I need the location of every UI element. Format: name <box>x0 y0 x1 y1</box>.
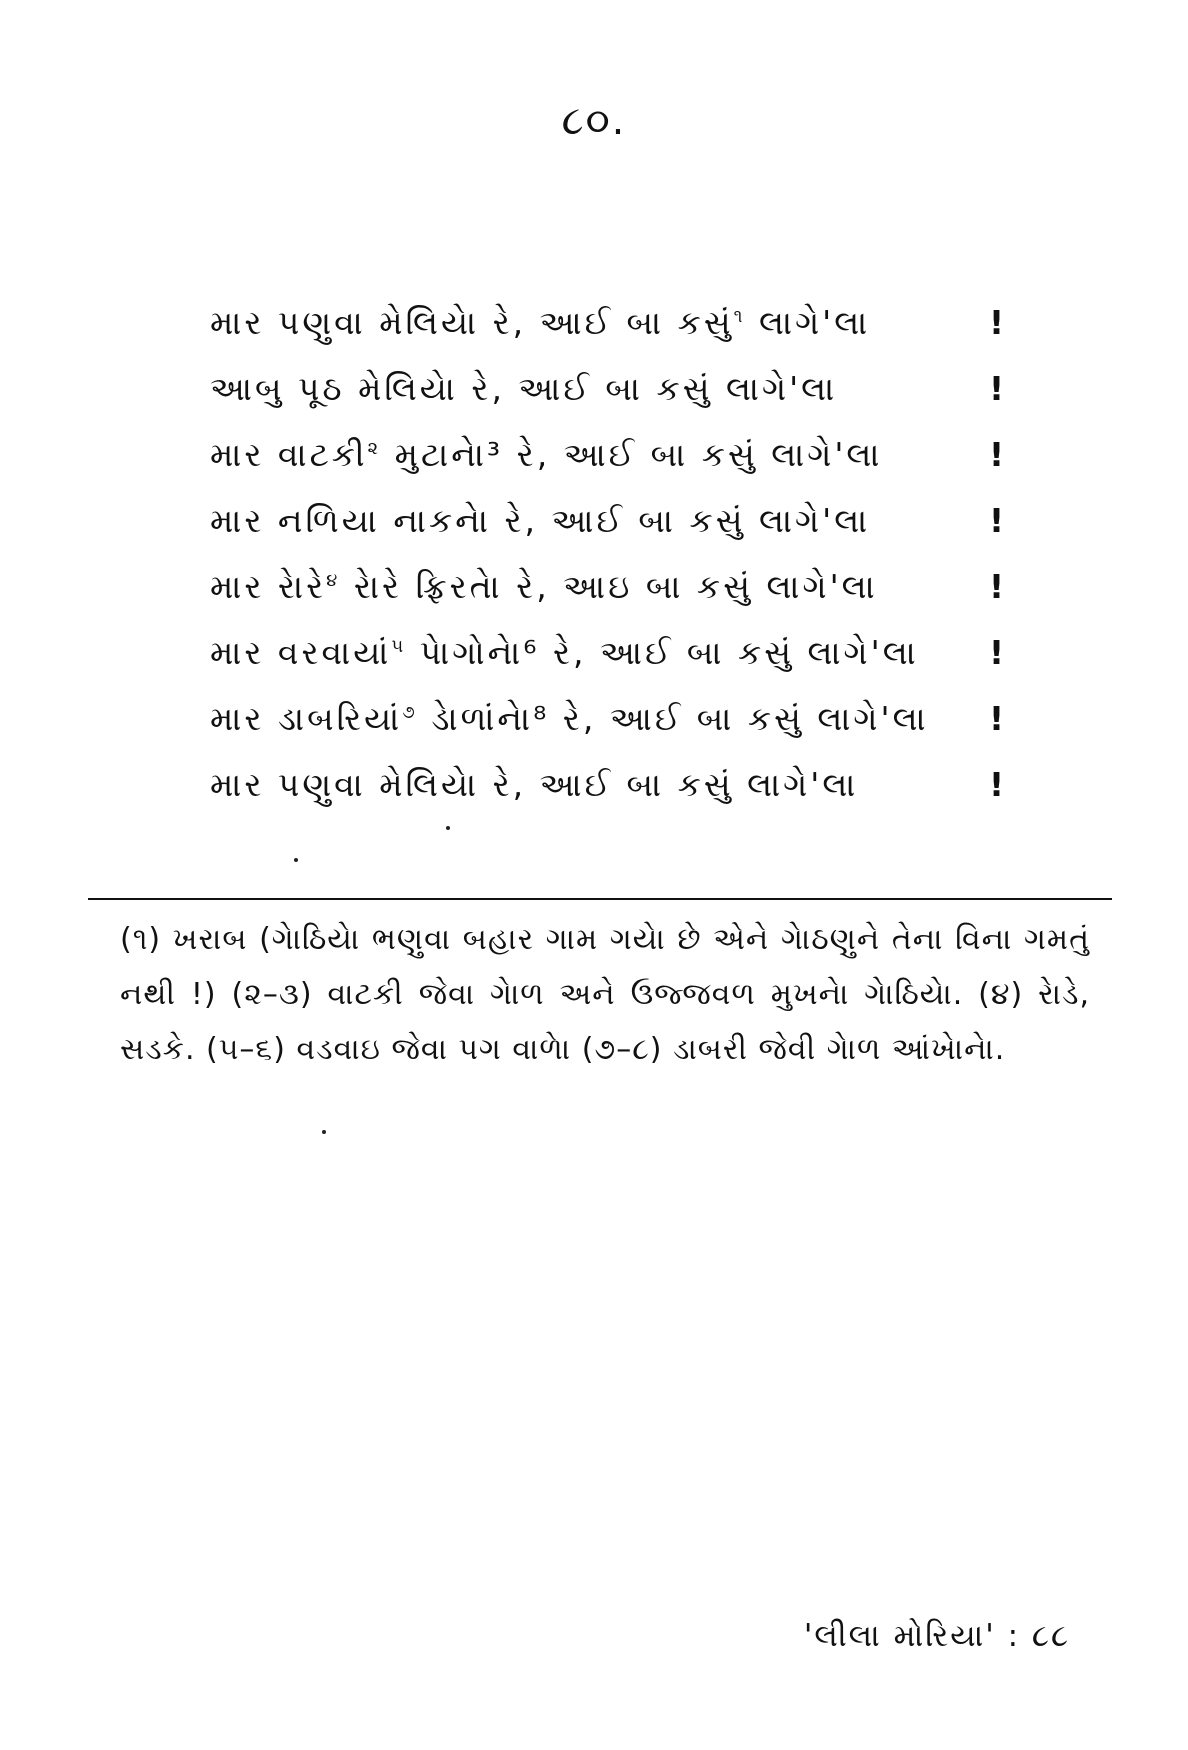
poem-line-tail: રેારે ફ્રિરતેા રે, આઇ બા કસું લાગે'લા <box>340 567 878 606</box>
poem-line <box>210 686 1010 752</box>
poem <box>210 290 1010 818</box>
footnote-marker: ૨ <box>367 438 382 459</box>
footer-credit: 'લીલા મોરિયા' : ૮૮ <box>803 1618 1070 1654</box>
footnote-text: (૧) ખરાબ (ગેાઠિયેા ભણુવા બહાર ગામ ગયેા છે એને ગેાઠણુને તેના વિના ગમતું નથી !) (૨–૩) વાટકી જેવા ગેાળ અને ઉજ્જવળ મુખનેા ગેાઠિયેા. (૪) રેાડે, સડકે. (૫–૬) વડવાઇ જેવા પગ વાળેા (૭–૮) ડાબરી જેવી ગેાળ આંખેાનેા. <box>120 922 1090 1067</box>
stray-dot <box>294 858 298 862</box>
poem-line-tail: લાગે'લા <box>745 303 871 342</box>
footnote-marker: ૫ <box>391 636 407 657</box>
poem-line-tail: ડેાળાંનેા⁸ રે, આઈ બા કસું લાગે'લા <box>417 699 929 738</box>
poem-line-text: માર રેારે <box>210 567 327 606</box>
poem-line <box>210 620 1010 686</box>
poem-line <box>210 554 1010 620</box>
poem-line <box>210 422 1010 488</box>
footnote-marker: ૧ <box>733 306 746 327</box>
poem-line <box>210 488 1010 554</box>
poem-line-text: માર નળિયા નાકનેા રે, આઈ બા કસું લાગે'લા <box>210 501 871 540</box>
page-number-top: ૮૦. <box>561 98 627 144</box>
poem-line-text: માર વરવાયાં <box>210 633 392 672</box>
stray-dot <box>322 1130 326 1134</box>
poem-line-text: માર પણુવા મેલિયેા રે, આઈ બા કસું <box>210 303 734 342</box>
poem-line-text: માર ડાબરિયાં <box>210 699 403 738</box>
poem-line <box>210 752 1010 818</box>
poem-line-text: માર પણુવા મેલિયેા રે, આઈ બા કસું લાગે'લા <box>210 765 859 804</box>
exclamation: ! <box>988 633 1004 672</box>
poem-line-tail: પેાગોનેા⁶ રે, આઈ બા કસું લાગે'લા <box>406 633 919 672</box>
poem-line-text: આબુ પૂઠ મેલિયેા રે, આઈ બા કસું લાગે'લા <box>210 369 838 408</box>
footnote-divider <box>88 898 1112 900</box>
poem-line-text: માર વાટકી <box>210 435 368 474</box>
footnote-marker: ૭ <box>402 702 418 723</box>
exclamation: ! <box>988 765 1004 804</box>
exclamation: ! <box>988 303 1004 342</box>
stray-dot <box>446 826 450 830</box>
exclamation: ! <box>988 501 1004 540</box>
exclamation: ! <box>988 369 1004 408</box>
exclamation: ! <box>988 699 1004 738</box>
poem-line <box>210 290 1010 356</box>
poem-line <box>210 356 1010 422</box>
exclamation: ! <box>988 435 1004 474</box>
exclamation: ! <box>988 567 1004 606</box>
footnote-marker: ૪ <box>326 570 341 591</box>
poem-line-tail: મુટાનેા³ રે, આઈ બા કસું લાગે'લા <box>381 435 883 474</box>
